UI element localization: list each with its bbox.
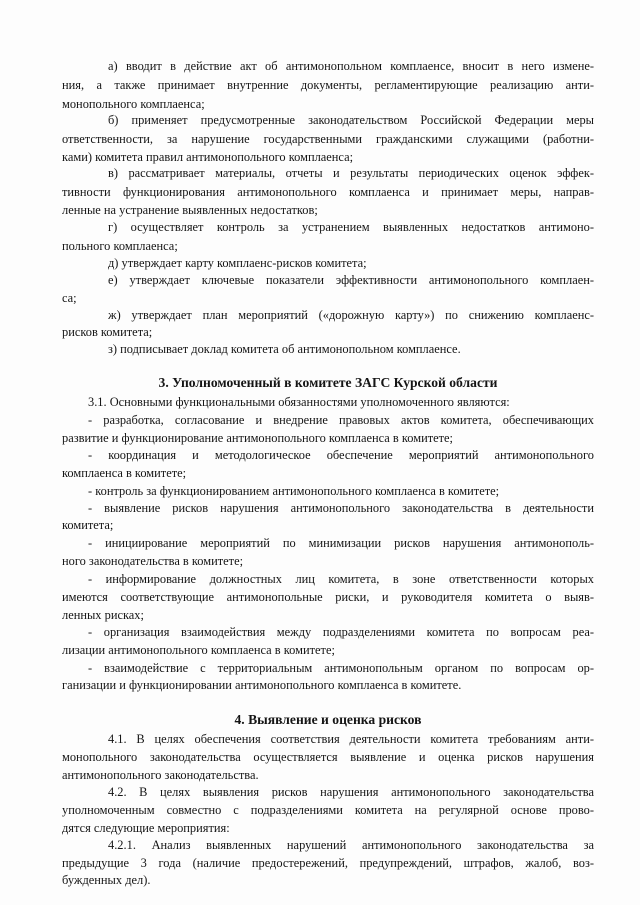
paragraph-line: монопольного законодательства осуществляется выявление и оценка рисков нарушения bbox=[62, 749, 594, 764]
paragraph-line: 4.2.1. Анализ выявленных нарушений антимонопольного законодательства за bbox=[108, 838, 594, 852]
paragraph-line: дятся следующие мероприятия: bbox=[62, 820, 230, 835]
paragraph-line: г) осуществляет контроль за устранением выявленных недостатков антимоно- bbox=[108, 220, 594, 234]
paragraph-line: а) вводит в действие акт об антимонопольном комплаенсе, вносит в него измене- bbox=[108, 59, 594, 73]
paragraph-line: ками) комитета правил антимонопольного комплаенса; bbox=[62, 150, 354, 165]
paragraph-line: 4.2. В целях выявления рисков нарушения антимонопольного законодательства bbox=[108, 784, 594, 799]
paragraph-line: - выявление рисков нарушения антимонопольного законодательства в деятельности bbox=[88, 500, 594, 515]
paragraph-line: - контроль за функционированием антимонопольного комплаенса в комитете; bbox=[88, 483, 500, 498]
paragraph-line: предыдущие 3 года (наличие предостережений, предупреждений, штрафов, жалоб, воз- bbox=[62, 855, 594, 870]
section-4-heading: 4. Выявление и оценка рисков bbox=[234, 712, 422, 728]
paragraph-line: 3.1. Основными функциональными обязанностями уполномоченного являются: bbox=[88, 395, 510, 409]
paragraph-line: тивности функционирования антимонопольного комплаенса и принимает меры, направ- bbox=[62, 185, 594, 200]
section-3-heading: 3. Уполномоченный в комитете ЗАГС Курской области bbox=[158, 375, 498, 391]
paragraph-line: монопольного комплаенса; bbox=[62, 96, 205, 111]
paragraph-line: е) утверждает ключевые показатели эффективности антимонопольного комплаен- bbox=[108, 272, 594, 287]
paragraph-line: ж) утверждает план мероприятий («дорожную карту») по снижению комплаенс- bbox=[108, 307, 594, 322]
paragraph-line: комплаенса в комитете; bbox=[62, 465, 187, 480]
paragraph-line: са; bbox=[62, 290, 77, 305]
paragraph-line: лизации антимонопольного комплаенса в комитете; bbox=[62, 642, 335, 657]
paragraph-line: з) подписывает доклад комитета об антимонопольном комплаенсе. bbox=[108, 342, 461, 357]
paragraph-line: - координация и методологическое обеспечение мероприятий антимонопольного bbox=[88, 447, 594, 462]
paragraph-line: ганизации и функционировании антимонопольного комплаенса в комитете. bbox=[62, 678, 462, 693]
paragraph-line: имеются соответствующие антимонопольные риски, и руководителя комитета о выяв- bbox=[62, 589, 594, 604]
paragraph-line: ния, а также принимает внутренние документы, регламентирующие реализацию анти- bbox=[62, 77, 594, 92]
paragraph-line: - организация взаимодействия между подразделениями комитета по вопросам реа- bbox=[88, 624, 594, 639]
paragraph-line: д) утверждает карту комплаенс-рисков комитета; bbox=[108, 255, 367, 270]
paragraph-line: 4.1. В целях обеспечения соответствия деятельности комитета требованиям анти- bbox=[108, 732, 594, 746]
paragraph-line: - инициирование мероприятий по минимизации рисков нарушения антимонополь- bbox=[88, 536, 594, 551]
paragraph-line: - информирование должностных лиц комитета, в зоне ответственности которых bbox=[88, 572, 594, 586]
paragraph-line: развитие и функционирование антимонопольного комплаенса в комитете; bbox=[62, 430, 454, 445]
paragraph-line: в) рассматривает материалы, отчеты и результаты периодических оценок эффек- bbox=[108, 166, 594, 181]
paragraph-line: ленные на устранение выявленных недостатков; bbox=[62, 203, 318, 217]
paragraph-line: антимонопольного законодательства. bbox=[62, 767, 259, 782]
paragraph-line: ленных рисках; bbox=[62, 607, 144, 622]
paragraph-line: - взаимодействие с территориальным антимонопольным органом по вопросам ор- bbox=[88, 660, 594, 675]
paragraph-line: бужденных дел). bbox=[62, 873, 151, 887]
paragraph-line: уполномоченным совместно с подразделениями комитета на регулярной основе прово- bbox=[62, 802, 594, 817]
paragraph-line: польного комплаенса; bbox=[62, 238, 178, 253]
paragraph-line: б) применяет предусмотренные законодательством Российской Федерации меры bbox=[108, 112, 594, 127]
paragraph-line: - разработка, согласование и внедрение правовых актов комитета, обеспечивающих bbox=[88, 412, 594, 427]
paragraph-line: ответственности, за нарушение государственными гражданскими служащими (работни- bbox=[62, 131, 594, 146]
paragraph-line: рисков комитета; bbox=[62, 325, 153, 340]
paragraph-line: ного законодательства в комитете; bbox=[62, 554, 244, 569]
paragraph-line: комитета; bbox=[62, 518, 114, 533]
